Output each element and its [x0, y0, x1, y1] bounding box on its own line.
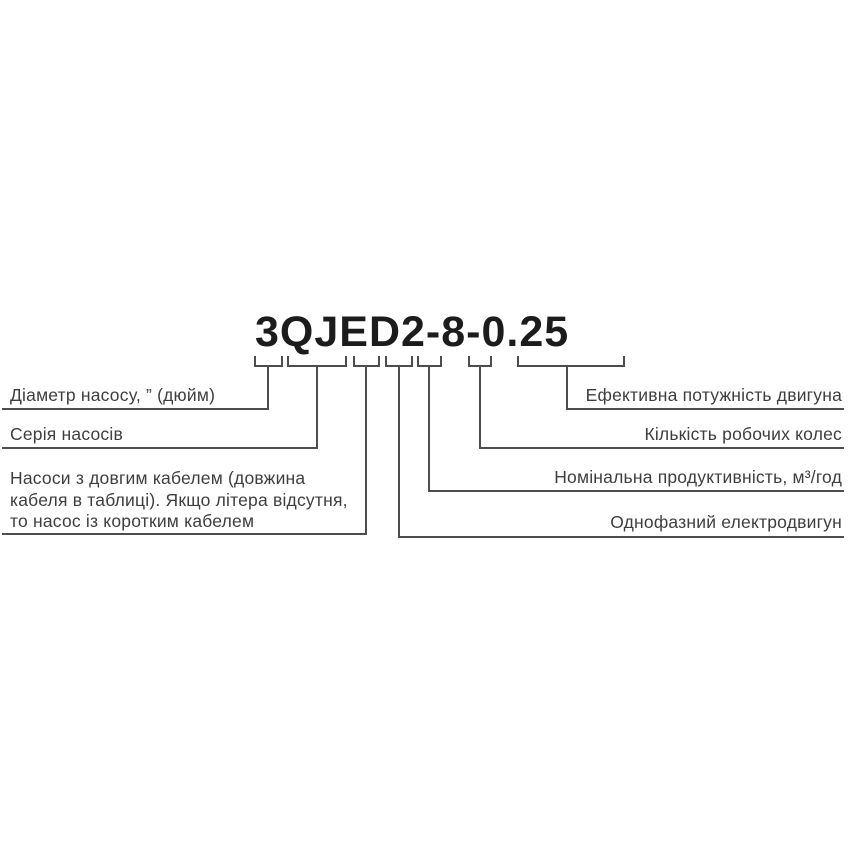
bracket-segment-motor-phase	[385, 356, 413, 367]
bracket-segment-capacity	[417, 356, 442, 367]
rule-label-diameter	[2, 408, 269, 410]
rule-label-capacity	[428, 490, 844, 492]
label-pump-diameter: Діаметр насосу, ” (дюйм)	[10, 385, 216, 405]
connector-line-series	[316, 367, 318, 449]
bracket-segment-cable	[353, 356, 380, 367]
bracket-segment-impellers	[468, 356, 492, 367]
label-impeller-count: Кількість робочих колес	[644, 424, 842, 444]
label-long-cable-line3: то насос із коротким кабелем	[10, 511, 255, 531]
label-single-phase-motor: Однофазний електродвигун	[610, 512, 842, 532]
label-rated-capacity: Номінальна продуктивність, м³/год	[554, 467, 842, 487]
label-long-cable-line1: Насоси з довгим кабелем (довжина	[10, 468, 306, 488]
bracket-segment-power	[517, 356, 625, 367]
rule-label-motor-phase	[398, 536, 844, 538]
bracket-segment-diameter	[254, 356, 283, 367]
rule-label-cable	[2, 533, 367, 535]
connector-line-diameter	[267, 367, 269, 410]
connector-line-cable	[365, 367, 367, 535]
label-motor-power: Ефективна потужність двигуна	[585, 385, 842, 405]
connector-line-power	[566, 367, 568, 410]
rule-label-impellers	[479, 447, 844, 449]
rule-label-power	[566, 408, 844, 410]
label-pump-series: Серія насосів	[10, 424, 123, 444]
bracket-segment-series	[287, 356, 347, 367]
label-long-cable-line2: кабеля в таблиці). Якщо літера відсутня,	[10, 489, 348, 510]
connector-line-motor-phase	[398, 367, 400, 538]
pump-model-code: 3QJED2-8-0.25	[255, 308, 570, 356]
connector-line-impellers	[479, 367, 481, 449]
rule-label-series	[2, 447, 318, 449]
label-long-cable	[10, 468, 348, 533]
connector-line-capacity	[428, 367, 430, 492]
